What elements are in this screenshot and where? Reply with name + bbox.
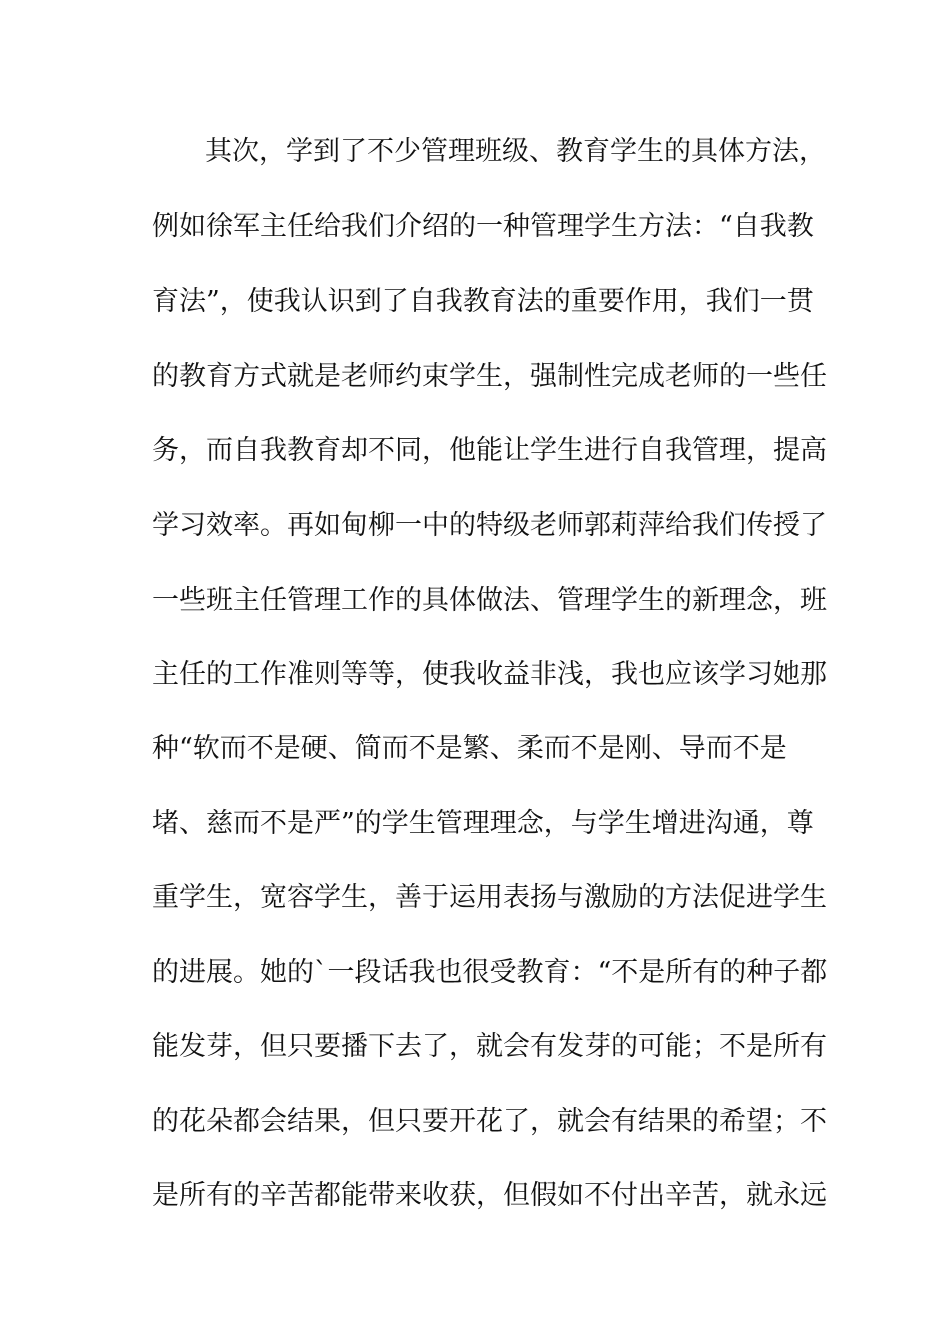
paragraph-line-2: 例如徐军主任给我们介绍的一种管理学生方法：“自我教 — [152, 211, 814, 242]
paragraph-line-9: 种“软而不是硬、简而不是繁、柔而不是刚、导而不是 — [152, 733, 787, 764]
paragraph-line-1: 其次，学到了不少管理班级、教育学生的具体方法， — [205, 136, 826, 167]
paragraph-line-11: 重学生，宽容学生，善于运用表扬与激励的方法促进学生 — [152, 882, 827, 913]
paragraph-line-4: 的教育方式就是老师约束学生，强制性完成老师的一些任 — [152, 361, 827, 392]
paragraph-line-7: 一些班主任管理工作的具体做法、管理学生的新理念，班 — [152, 585, 827, 616]
paragraph-line-6: 学习效率。再如甸柳一中的特级老师郭莉萍给我们传授了 — [152, 510, 827, 541]
paragraph-line-10: 堵、慈而不是严”的学生管理理念，与学生增进沟通，尊 — [152, 808, 814, 839]
paragraph-line-13: 能发芽，但只要播下去了，就会有发芽的可能；不是所有 — [152, 1031, 827, 1062]
paragraph-line-5: 务，而自我教育却不同，他能让学生进行自我管理，提高 — [152, 435, 827, 466]
paragraph-line-3: 育法”，使我认识到了自我教育法的重要作用，我们一贯 — [152, 286, 814, 317]
paragraph-line-14: 的花朵都会结果，但只要开花了，就会有结果的希望；不 — [152, 1106, 827, 1137]
paragraph-line-15: 是所有的辛苦都能带来收获，但假如不付出辛苦，就永远 — [152, 1180, 827, 1211]
paragraph-line-8: 主任的工作准则等等，使我收益非浅，我也应该学习她那 — [152, 659, 827, 690]
paragraph-line-12: 的进展。她的`一段话我也很受教育：“不是所有的种子都 — [152, 957, 828, 988]
